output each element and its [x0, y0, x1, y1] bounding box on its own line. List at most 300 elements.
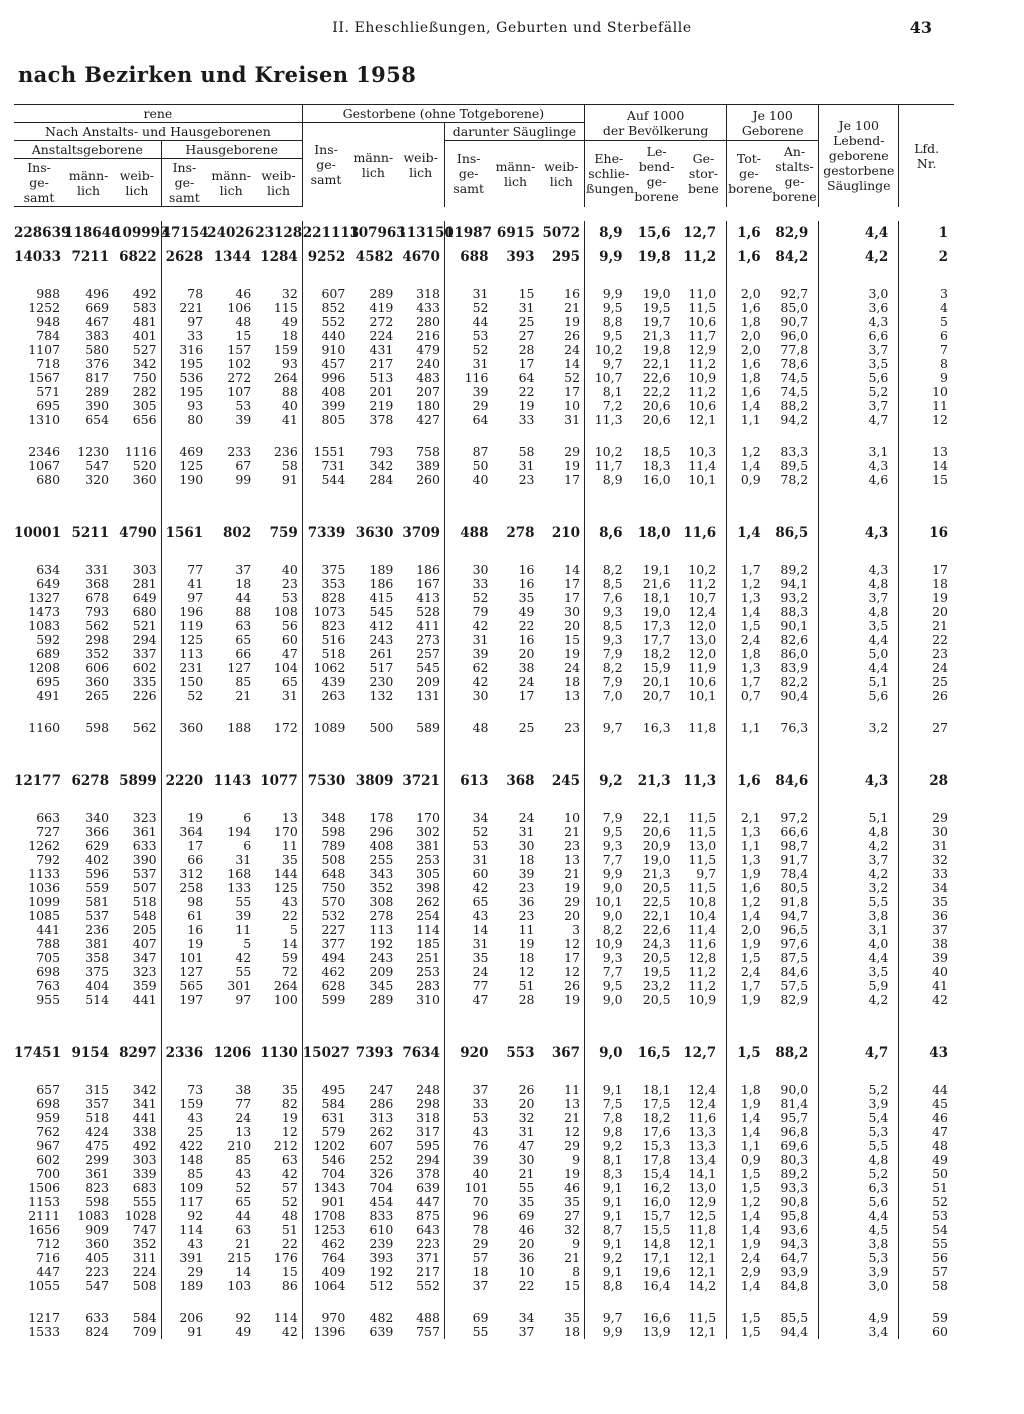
table-cell: 159 [161, 1097, 207, 1111]
table-cell: 441 [132, 992, 157, 1007]
table-cell: 21 [235, 1236, 252, 1251]
table-cell: 422 [161, 1139, 207, 1153]
table-cell: 9 [572, 1152, 581, 1167]
table-row [14, 1139, 954, 1153]
table-cell: 18,1 [642, 590, 671, 605]
spacer-cell [302, 793, 349, 811]
table-cell: 517 [369, 660, 394, 675]
table-cell: 1,6 [727, 385, 771, 399]
row-number-cell: 21 [899, 619, 954, 633]
spacer-cell [14, 793, 64, 811]
table-cell: 546 [302, 1153, 349, 1167]
table-cell: 31 [444, 357, 492, 371]
table-cell: 1062 [302, 661, 349, 675]
table-cell: 40 [281, 398, 298, 413]
table-cell: 10,2 [688, 562, 717, 577]
table-cell: 10,9 [585, 937, 633, 951]
table-cell: 331 [85, 562, 110, 577]
table-cell: 226 [132, 688, 157, 703]
row-spacer [14, 793, 954, 811]
header-lebendgeborene: Le- bend- ge- borene [633, 141, 681, 207]
table-cell: 545 [369, 604, 394, 619]
table-cell: 1551 [302, 445, 349, 459]
table-cell: 518 [85, 1110, 110, 1125]
table-cell: 5 [289, 922, 298, 937]
table-cell: 78,6 [780, 356, 809, 371]
table-cell: 12,7 [683, 1045, 717, 1061]
table-row [14, 413, 954, 427]
table-cell: 2,0 [727, 329, 771, 343]
table-row [14, 605, 954, 619]
table-cell: 15 [235, 328, 252, 343]
header-anst-weiblich: weib- lich [113, 159, 161, 207]
spacer-cell [302, 545, 349, 563]
table-cell: 20,1 [642, 674, 671, 689]
table-cell: 289 [369, 992, 394, 1007]
table-cell: 712 [36, 1236, 61, 1251]
table-cell: 104 [273, 660, 298, 675]
spacer-cell [207, 735, 255, 769]
table-cell: 64 [518, 370, 535, 385]
table-cell: 1160 [28, 720, 61, 735]
table-cell: 185 [416, 936, 440, 951]
table-row [14, 923, 954, 937]
row-number-cell: 32 [899, 853, 954, 867]
spacer-cell [819, 1065, 899, 1083]
header-je-100-geborene: Je 100 Geborene [727, 105, 819, 141]
row-number-cell: 40 [899, 965, 954, 979]
table-cell: 21 [518, 1166, 535, 1181]
table-row [14, 825, 954, 839]
table-cell: 43 [161, 1237, 207, 1251]
table-cell: 678 [85, 590, 110, 605]
table-cell: 788 [36, 936, 61, 951]
table-cell: 91,7 [780, 852, 809, 867]
table-cell: 4,8 [819, 577, 899, 591]
table-cell: 7,7 [585, 965, 633, 979]
table-cell: 88,2 [780, 398, 809, 413]
table-cell: 40 [444, 1167, 492, 1181]
table-cell: 13,0 [688, 632, 717, 647]
table-cell: 15,7 [642, 1208, 671, 1223]
table-cell: 230 [369, 674, 394, 689]
table-cell: 206 [161, 1311, 207, 1325]
table-cell: 20,6 [642, 398, 671, 413]
spacer-cell [397, 1293, 444, 1311]
table-cell: 613 [444, 769, 492, 793]
spacer-cell [771, 1065, 819, 1083]
spacer-cell [444, 427, 492, 445]
table-cell: 84,8 [780, 1278, 809, 1293]
table-cell: 19,5 [642, 964, 671, 979]
table-cell: 13,0 [688, 838, 717, 853]
table-cell: 698 [36, 1096, 61, 1111]
table-cell: 628 [302, 979, 349, 993]
table-cell: 315 [85, 1082, 110, 1097]
table-cell: 31 [444, 853, 492, 867]
table-cell: 648 [302, 867, 349, 881]
table-cell: 197 [161, 993, 207, 1007]
table-cell: 1,6 [727, 357, 771, 371]
table-cell: 303 [132, 1152, 157, 1167]
table-cell: 633 [85, 1310, 110, 1325]
table-cell: 12,1 [688, 1324, 717, 1339]
table-cell: 12,8 [688, 950, 717, 965]
table-cell: 13 [564, 852, 581, 867]
spacer-cell [14, 487, 64, 521]
table-cell: 280 [416, 314, 440, 329]
spacer-cell [349, 1293, 397, 1311]
spacer-cell [771, 735, 819, 769]
table-cell: 6 [243, 838, 252, 853]
table-cell: 43 [281, 894, 298, 909]
table-cell: 342 [369, 458, 394, 473]
table-cell: 12,7 [683, 225, 717, 241]
table-cell: 57 [444, 1251, 492, 1265]
table-cell: 16,3 [642, 720, 671, 735]
table-cell: 482 [369, 1310, 394, 1325]
table-cell: 172 [273, 720, 298, 735]
spacer-cell [444, 793, 492, 811]
table-cell: 78,4 [780, 866, 809, 881]
table-cell: 378 [369, 412, 394, 427]
spacer-cell [444, 735, 492, 769]
table-cell: 8,7 [585, 1223, 633, 1237]
table-cell: 1,9 [727, 937, 771, 951]
table-cell: 94,7 [780, 908, 809, 923]
row-number-cell: 36 [899, 909, 954, 923]
table-cell: 85 [235, 674, 252, 689]
table-cell: 415 [369, 590, 394, 605]
table-cell: 5,2 [819, 1083, 899, 1097]
table-cell: 21 [564, 1110, 581, 1125]
table-cell: 16 [518, 576, 535, 591]
table-cell: 512 [369, 1278, 394, 1293]
table-cell: 22 [518, 1278, 535, 1293]
table-cell: 383 [85, 328, 110, 343]
header-saeug-insgesamt: Ins- ge- samt [444, 141, 492, 207]
table-cell: 629 [85, 838, 110, 853]
table-cell: 109 [161, 1181, 207, 1195]
table-cell: 408 [369, 838, 394, 853]
table-cell: 216 [416, 328, 440, 343]
table-cell: 192 [369, 1264, 394, 1279]
table-cell: 1344 [213, 249, 252, 265]
page-title: nach Bezirken und Kreisen 1958 [18, 62, 417, 87]
table-cell: 83,3 [780, 444, 809, 459]
table-cell: 102 [227, 356, 252, 371]
table-cell: 1153 [28, 1194, 61, 1209]
table-cell: 537 [85, 908, 110, 923]
statistics-table [14, 104, 954, 1339]
table-body [14, 207, 954, 1340]
table-cell: 1,4 [727, 459, 771, 473]
row-number-cell: 55 [899, 1237, 954, 1251]
table-cell: 1,4 [727, 521, 771, 545]
table-cell: 1,8 [727, 315, 771, 329]
spacer-cell [64, 487, 113, 521]
table-cell: 53 [281, 590, 298, 605]
table-cell: 695 [36, 398, 61, 413]
spacer-cell [349, 703, 397, 721]
table-cell: 27 [518, 328, 535, 343]
table-cell: 69 [518, 1208, 535, 1223]
spacer-cell [492, 735, 538, 769]
spacer-cell [539, 1293, 585, 1311]
table-cell: 3,1 [819, 923, 899, 937]
table-cell: 441 [36, 922, 61, 937]
spacer-cell [899, 1293, 954, 1311]
row-number-cell: 31 [899, 839, 954, 853]
table-cell: 4,4 [819, 633, 899, 647]
row-number-cell: 16 [899, 521, 954, 545]
table-cell: 34 [518, 1310, 535, 1325]
spacer-cell [397, 793, 444, 811]
table-row [14, 371, 954, 385]
spacer-cell [64, 1293, 113, 1311]
header-haus-insgesamt: Ins- ge- samt [161, 159, 207, 207]
table-cell: 195 [161, 357, 207, 371]
table-summary-row [14, 245, 954, 269]
table-cell: 263 [302, 689, 349, 703]
table-cell: 3721 [402, 773, 440, 789]
statistics-table-wrap [14, 104, 954, 1339]
header-geborene-group: rene [14, 105, 302, 123]
table-cell: 4,2 [819, 993, 899, 1007]
table-cell: 11,7 [585, 459, 633, 473]
row-number-cell: 44 [899, 1083, 954, 1097]
table-cell: 2336 [161, 1041, 207, 1065]
table-cell: 11,6 [688, 936, 717, 951]
table-cell: 21,6 [642, 576, 671, 591]
table-cell: 598 [85, 1194, 110, 1209]
row-number-cell: 59 [899, 1311, 954, 1325]
table-cell: 64,7 [780, 1250, 809, 1265]
table-cell: 37 [444, 1279, 492, 1293]
table-cell: 389 [416, 458, 440, 473]
table-cell: 4,2 [819, 867, 899, 881]
table-cell: 9,3 [585, 633, 633, 647]
table-cell: 5,5 [819, 895, 899, 909]
table-cell: 13 [281, 810, 298, 825]
table-row [14, 1195, 954, 1209]
table-cell: 1,4 [727, 909, 771, 923]
table-cell: 589 [416, 720, 440, 735]
table-cell: 15027 [302, 1041, 349, 1065]
table-cell: 33 [444, 577, 492, 591]
spacer-cell [585, 269, 633, 287]
table-cell: 97 [161, 315, 207, 329]
spacer-cell [727, 735, 771, 769]
table-cell: 125 [273, 880, 298, 895]
table-cell: 3,5 [819, 965, 899, 979]
table-cell: 1202 [302, 1139, 349, 1153]
table-cell: 88 [281, 384, 298, 399]
row-number-cell: 49 [899, 1153, 954, 1167]
table-cell: 695 [36, 674, 61, 689]
table-cell: 189 [161, 1279, 207, 1293]
table-cell: 598 [85, 720, 110, 735]
table-cell: 9,0 [585, 1041, 633, 1065]
table-cell: 19 [161, 811, 207, 825]
table-cell: 8,5 [585, 577, 633, 591]
table-cell: 4,8 [819, 825, 899, 839]
table-cell: 20 [518, 1236, 535, 1251]
table-cell: 527 [132, 342, 157, 357]
spacer-cell [64, 269, 113, 287]
table-cell: 30 [518, 1152, 535, 1167]
spacer-cell [633, 793, 681, 811]
table-cell: 360 [85, 1236, 110, 1251]
row-number-cell: 39 [899, 951, 954, 965]
table-cell: 77 [161, 563, 207, 577]
table-cell: 240 [416, 356, 440, 371]
table-cell: 19,1 [642, 562, 671, 577]
table-cell: 21 [564, 1250, 581, 1265]
table-row [14, 473, 954, 487]
table-cell: 91 [281, 472, 298, 487]
table-cell: 109993 [113, 225, 170, 241]
table-cell: 1230 [77, 444, 110, 459]
table-cell: 30 [518, 838, 535, 853]
header-totgeborene: Tot- ge- borene [727, 141, 771, 207]
table-cell: 805 [302, 413, 349, 427]
table-cell: 253 [416, 964, 440, 979]
table-cell: 282 [132, 384, 157, 399]
table-cell: 1,4 [727, 399, 771, 413]
table-cell: 1252 [28, 300, 61, 315]
table-cell: 12 [564, 936, 581, 951]
table-cell: 2,0 [727, 287, 771, 301]
table-cell: 125 [161, 633, 207, 647]
table-cell: 335 [132, 674, 157, 689]
table-cell: 80,5 [780, 880, 809, 895]
table-cell: 3809 [355, 773, 394, 789]
table-cell: 5,9 [819, 979, 899, 993]
table-cell: 7,2 [585, 399, 633, 413]
table-cell: 19 [564, 646, 581, 661]
table-cell: 8,9 [585, 221, 633, 245]
spacer-cell [302, 1007, 349, 1041]
table-cell: 65 [444, 895, 492, 909]
row-spacer [14, 703, 954, 721]
table-cell: 90,4 [780, 688, 809, 703]
spacer-cell [255, 793, 302, 811]
table-cell: 108 [273, 604, 298, 619]
table-cell: 85,0 [780, 300, 809, 315]
table-cell: 118646 [64, 225, 121, 241]
table-cell: 215 [227, 1250, 252, 1265]
table-cell: 85 [161, 1167, 207, 1181]
table-cell: 11,5 [688, 1310, 717, 1325]
spacer-cell [492, 1007, 538, 1041]
table-cell: 353 [302, 577, 349, 591]
table-cell: 376 [85, 356, 110, 371]
table-cell: 18 [518, 852, 535, 867]
table-cell: 9154 [71, 1045, 110, 1061]
table-cell: 88,3 [780, 604, 809, 619]
table-cell: 9,0 [585, 881, 633, 895]
table-cell: 178 [369, 810, 394, 825]
table-cell: 42 [281, 1166, 298, 1181]
row-number-cell: 6 [899, 329, 954, 343]
table-cell: 683 [132, 1180, 157, 1195]
table-cell: 305 [132, 398, 157, 413]
table-cell: 17 [564, 472, 581, 487]
table-cell: 11,5 [688, 880, 717, 895]
table-cell: 30 [444, 563, 492, 577]
table-cell: 1,5 [727, 1325, 771, 1339]
table-cell: 705 [36, 950, 61, 965]
table-cell: 649 [132, 590, 157, 605]
table-cell: 52 [281, 1194, 298, 1209]
spacer-cell [819, 735, 899, 769]
spacer-cell [113, 735, 161, 769]
table-row [14, 301, 954, 315]
table-cell: 90,0 [780, 1082, 809, 1097]
table-cell: 10,4 [688, 908, 717, 923]
table-cell: 94,4 [780, 1324, 809, 1339]
table-cell: 39 [444, 1153, 492, 1167]
table-cell: 562 [85, 618, 110, 633]
table-cell: 457 [302, 357, 349, 371]
spacer-cell [113, 1293, 161, 1311]
table-cell: 20 [518, 1096, 535, 1111]
row-spacer [14, 1007, 954, 1041]
table-cell: 13,9 [642, 1324, 671, 1339]
table-cell: 31 [235, 852, 252, 867]
table-cell: 12 [518, 964, 535, 979]
table-cell: 23 [518, 908, 535, 923]
table-cell: 33 [518, 412, 535, 427]
row-number-cell: 38 [899, 937, 954, 951]
spacer-cell [14, 545, 64, 563]
table-cell: 10 [518, 1264, 535, 1279]
table-cell: 261 [369, 646, 394, 661]
table-cell: 48 [444, 721, 492, 735]
table-cell: 8,8 [585, 315, 633, 329]
table-cell: 508 [132, 1278, 157, 1293]
table-row [14, 1311, 954, 1325]
table-cell: 361 [132, 824, 157, 839]
table-cell: 21 [235, 688, 252, 703]
table-cell: 46 [564, 1180, 581, 1195]
table-cell: 29 [444, 399, 492, 413]
table-cell: 29 [444, 1237, 492, 1251]
table-cell: 500 [369, 720, 394, 735]
table-cell: 9,5 [585, 329, 633, 343]
table-cell: 1,5 [727, 1041, 771, 1065]
table-cell: 317 [416, 1124, 440, 1139]
row-number-cell: 56 [899, 1251, 954, 1265]
table-cell: 427 [416, 412, 440, 427]
table-cell: 988 [36, 286, 61, 301]
table-cell: 90,1 [780, 618, 809, 633]
table-cell: 25 [518, 720, 535, 735]
table-cell: 1253 [302, 1223, 349, 1237]
spacer-cell [727, 1007, 771, 1041]
table-cell: 18,2 [642, 646, 671, 661]
table-cell: 44 [235, 590, 252, 605]
table-cell: 148 [161, 1153, 207, 1167]
table-cell: 295 [551, 249, 581, 265]
table-cell: 32 [564, 1222, 581, 1237]
table-cell: 0,9 [727, 473, 771, 487]
row-number-cell: 50 [899, 1167, 954, 1181]
table-row [14, 1265, 954, 1279]
table-cell: 13,4 [688, 1152, 717, 1167]
table-cell: 28 [518, 342, 535, 357]
